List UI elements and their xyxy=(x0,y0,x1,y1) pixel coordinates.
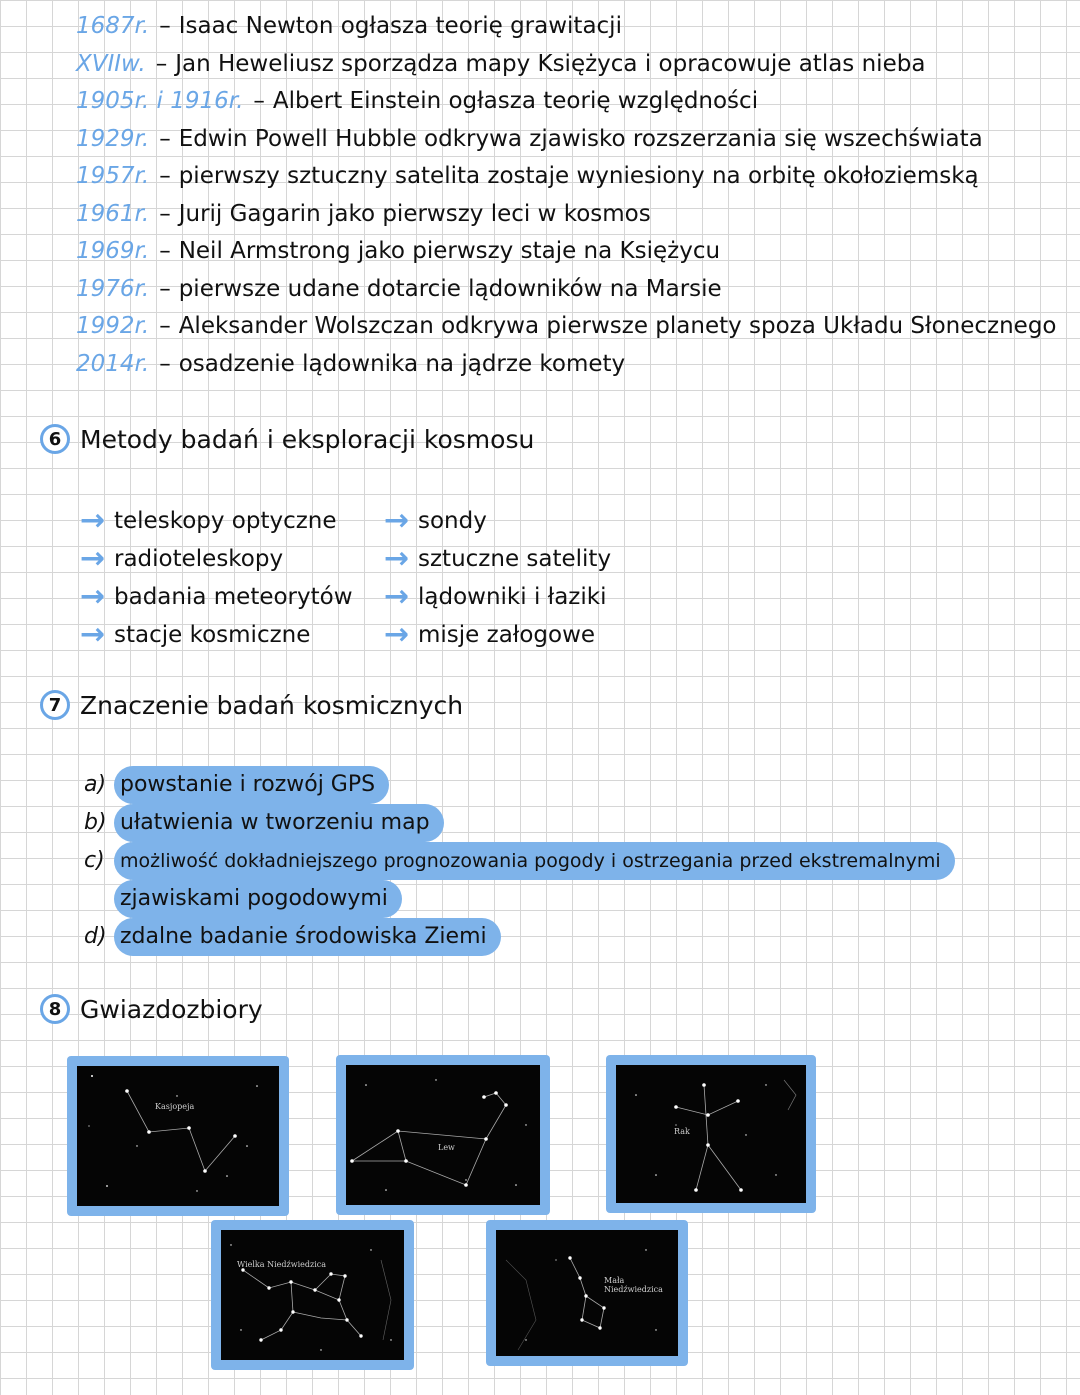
constellation-card-wielka-niedzwiedzica xyxy=(211,1220,414,1370)
timeline-row: 1992r. – Aleksander Wolszczan odkrywa pierwsze planety spoza Układu Słonecznego xyxy=(76,308,1057,346)
section-title: Gwiazdozbiory xyxy=(80,994,263,1024)
list-item-label: lądowniki i łaziki xyxy=(418,584,607,610)
constellation-image xyxy=(616,1065,806,1203)
list-item-label: teleskopy optyczne xyxy=(114,508,337,534)
list-item xyxy=(384,502,611,540)
section-title: Metody badań i eksploracji kosmosu xyxy=(80,424,535,454)
timeline-row: 1961r. – Jurij Gagarin jako pierwszy leci w kosmos xyxy=(76,196,1057,234)
constellation-label: Lew xyxy=(438,1143,455,1152)
arrow-right-icon: → xyxy=(80,579,106,614)
list-item xyxy=(84,804,955,842)
list-item-label: misje załogowe xyxy=(418,622,596,648)
timeline-year: 1992r. xyxy=(76,313,150,339)
timeline-year: 2014r. xyxy=(76,350,150,377)
section-title: Znaczenie badań kosmicznych xyxy=(80,690,464,720)
methods-list-left xyxy=(80,502,353,654)
list-item xyxy=(384,578,611,616)
item-letter: c) xyxy=(84,848,105,873)
list-item xyxy=(80,616,353,654)
significance-list xyxy=(84,766,955,956)
constellation-label: Rak xyxy=(674,1127,690,1136)
timeline-row: 2014r. – osadzenie lądownika na jądrze komety xyxy=(76,346,1057,384)
constellation-image xyxy=(77,1066,279,1206)
list-item-label: sondy xyxy=(418,508,487,534)
arrow-right-icon: → xyxy=(80,617,106,652)
constellation-image xyxy=(496,1230,678,1356)
timeline-year: 1961r. xyxy=(76,200,150,227)
list-item-label: sztuczne satelity xyxy=(418,546,612,572)
arrow-right-icon: → xyxy=(384,579,410,614)
timeline-text: Jan Heweliusz sporządza mapy Księżyca i opracowuje atlas nieba xyxy=(175,50,926,77)
constellation-card-kasjopeja xyxy=(67,1056,289,1216)
list-item-label: badania meteorytów xyxy=(114,584,353,610)
list-item xyxy=(84,842,955,880)
timeline-row: 1929r. – Edwin Powell Hubble odkrywa zjawisko rozszerzania się wszechświata xyxy=(76,121,1057,159)
list-item-label: radioteleskopy xyxy=(114,546,284,572)
highlighted-text: zjawiskami pogodowymi xyxy=(114,880,402,918)
constellation-drawing xyxy=(221,1230,404,1360)
timeline-text: osadzenie lądownika na jądrze komety xyxy=(178,350,626,377)
constellation-drawing xyxy=(616,1065,806,1203)
list-item xyxy=(84,766,955,804)
timeline-year: XVIIw. xyxy=(76,50,146,77)
timeline-year: 1976r. xyxy=(76,275,150,302)
constellation-card-mala-niedzwiedzica xyxy=(486,1220,688,1366)
timeline-row: XVIIw. – Jan Heweliusz sporządza mapy Księżyca i opracowuje atlas nieba xyxy=(76,46,1057,84)
timeline-row: 1957r. – pierwszy sztuczny satelita zostaje wyniesiony na orbitę okołoziemską xyxy=(76,158,1057,196)
section-6-heading xyxy=(40,424,534,454)
constellation-drawing xyxy=(346,1065,540,1205)
timeline-text: Edwin Powell Hubble odkrywa zjawisko rozszerzania się wszechświata xyxy=(178,125,983,152)
constellation-label: Mała Niedźwiedzica xyxy=(604,1276,663,1294)
constellation-image xyxy=(221,1230,404,1360)
timeline-text: Aleksander Wolszczan odkrywa pierwsze planety spoza Układu Słonecznego xyxy=(178,313,1057,339)
highlighted-text: powstanie i rozwój GPS xyxy=(114,766,389,804)
highlighted-text: możliwość dokładniejszego prognozowania pogody i ostrzegania przed ekstremalnymi xyxy=(114,842,955,880)
timeline-year: 1687r. xyxy=(76,13,150,39)
list-item-continuation xyxy=(84,880,955,918)
arrow-right-icon: → xyxy=(384,617,410,652)
timeline-year: 1957r. xyxy=(76,163,150,189)
timeline-row: 1969r. – Neil Armstrong jako pierwszy staje na Księżycu xyxy=(76,233,1057,271)
section-number-badge: 7 xyxy=(40,690,70,720)
timeline-text: Jurij Gagarin jako pierwszy leci w kosmos xyxy=(178,200,651,227)
timeline-text: Neil Armstrong jako pierwszy staje na Księżycu xyxy=(178,238,721,264)
arrow-right-icon: → xyxy=(80,503,106,538)
timeline-row: 1687r. – Isaac Newton ogłasza teorię grawitacji xyxy=(76,8,1057,46)
list-item xyxy=(384,616,611,654)
constellation-card-lew xyxy=(336,1055,550,1215)
timeline-year: 1929r. xyxy=(76,125,150,152)
constellation-image xyxy=(346,1065,540,1205)
section-8-heading xyxy=(40,994,263,1024)
constellation-card-rak xyxy=(606,1055,816,1213)
methods-list-right xyxy=(384,502,611,654)
timeline-row: 1905r. i 1916r. – Albert Einstein ogłasza teorię względności xyxy=(76,83,1057,121)
constellation-label: Kasjopeja xyxy=(155,1102,195,1111)
constellation-label: Wielka Niedźwiedzica xyxy=(237,1260,327,1269)
timeline-text: Isaac Newton ogłasza teorię grawitacji xyxy=(178,13,622,39)
item-letter: b) xyxy=(84,810,107,835)
list-item xyxy=(80,578,353,616)
highlighted-text: zdalne badanie środowiska Ziemi xyxy=(114,918,501,956)
section-7-heading xyxy=(40,690,463,720)
timeline xyxy=(76,8,1057,383)
timeline-text: pierwsze udane dotarcie lądowników na Marsie xyxy=(178,275,722,302)
timeline-year: 1969r. xyxy=(76,238,150,264)
list-item xyxy=(80,540,353,578)
list-item-label: stacje kosmiczne xyxy=(114,622,311,648)
list-item xyxy=(84,918,955,956)
arrow-right-icon: → xyxy=(384,503,410,538)
timeline-text: pierwszy sztuczny satelita zostaje wyniesiony na orbitę okołoziemską xyxy=(178,163,979,189)
item-letter: a) xyxy=(84,772,107,797)
arrow-right-icon: → xyxy=(384,541,410,576)
highlighted-text: ułatwienia w tworzeniu map xyxy=(114,804,444,842)
timeline-row: 1976r. – pierwsze udane dotarcie lądowników na Marsie xyxy=(76,271,1057,309)
list-item xyxy=(384,540,611,578)
list-item xyxy=(80,502,353,540)
section-number-badge: 8 xyxy=(40,994,70,1024)
timeline-text: Albert Einstein ogłasza teorię względności xyxy=(272,88,759,114)
section-number-badge: 6 xyxy=(40,424,70,454)
arrow-right-icon: → xyxy=(80,541,106,576)
constellation-drawing xyxy=(77,1066,279,1206)
item-letter: d) xyxy=(84,924,107,949)
timeline-year: 1905r. i 1916r. xyxy=(76,88,244,114)
